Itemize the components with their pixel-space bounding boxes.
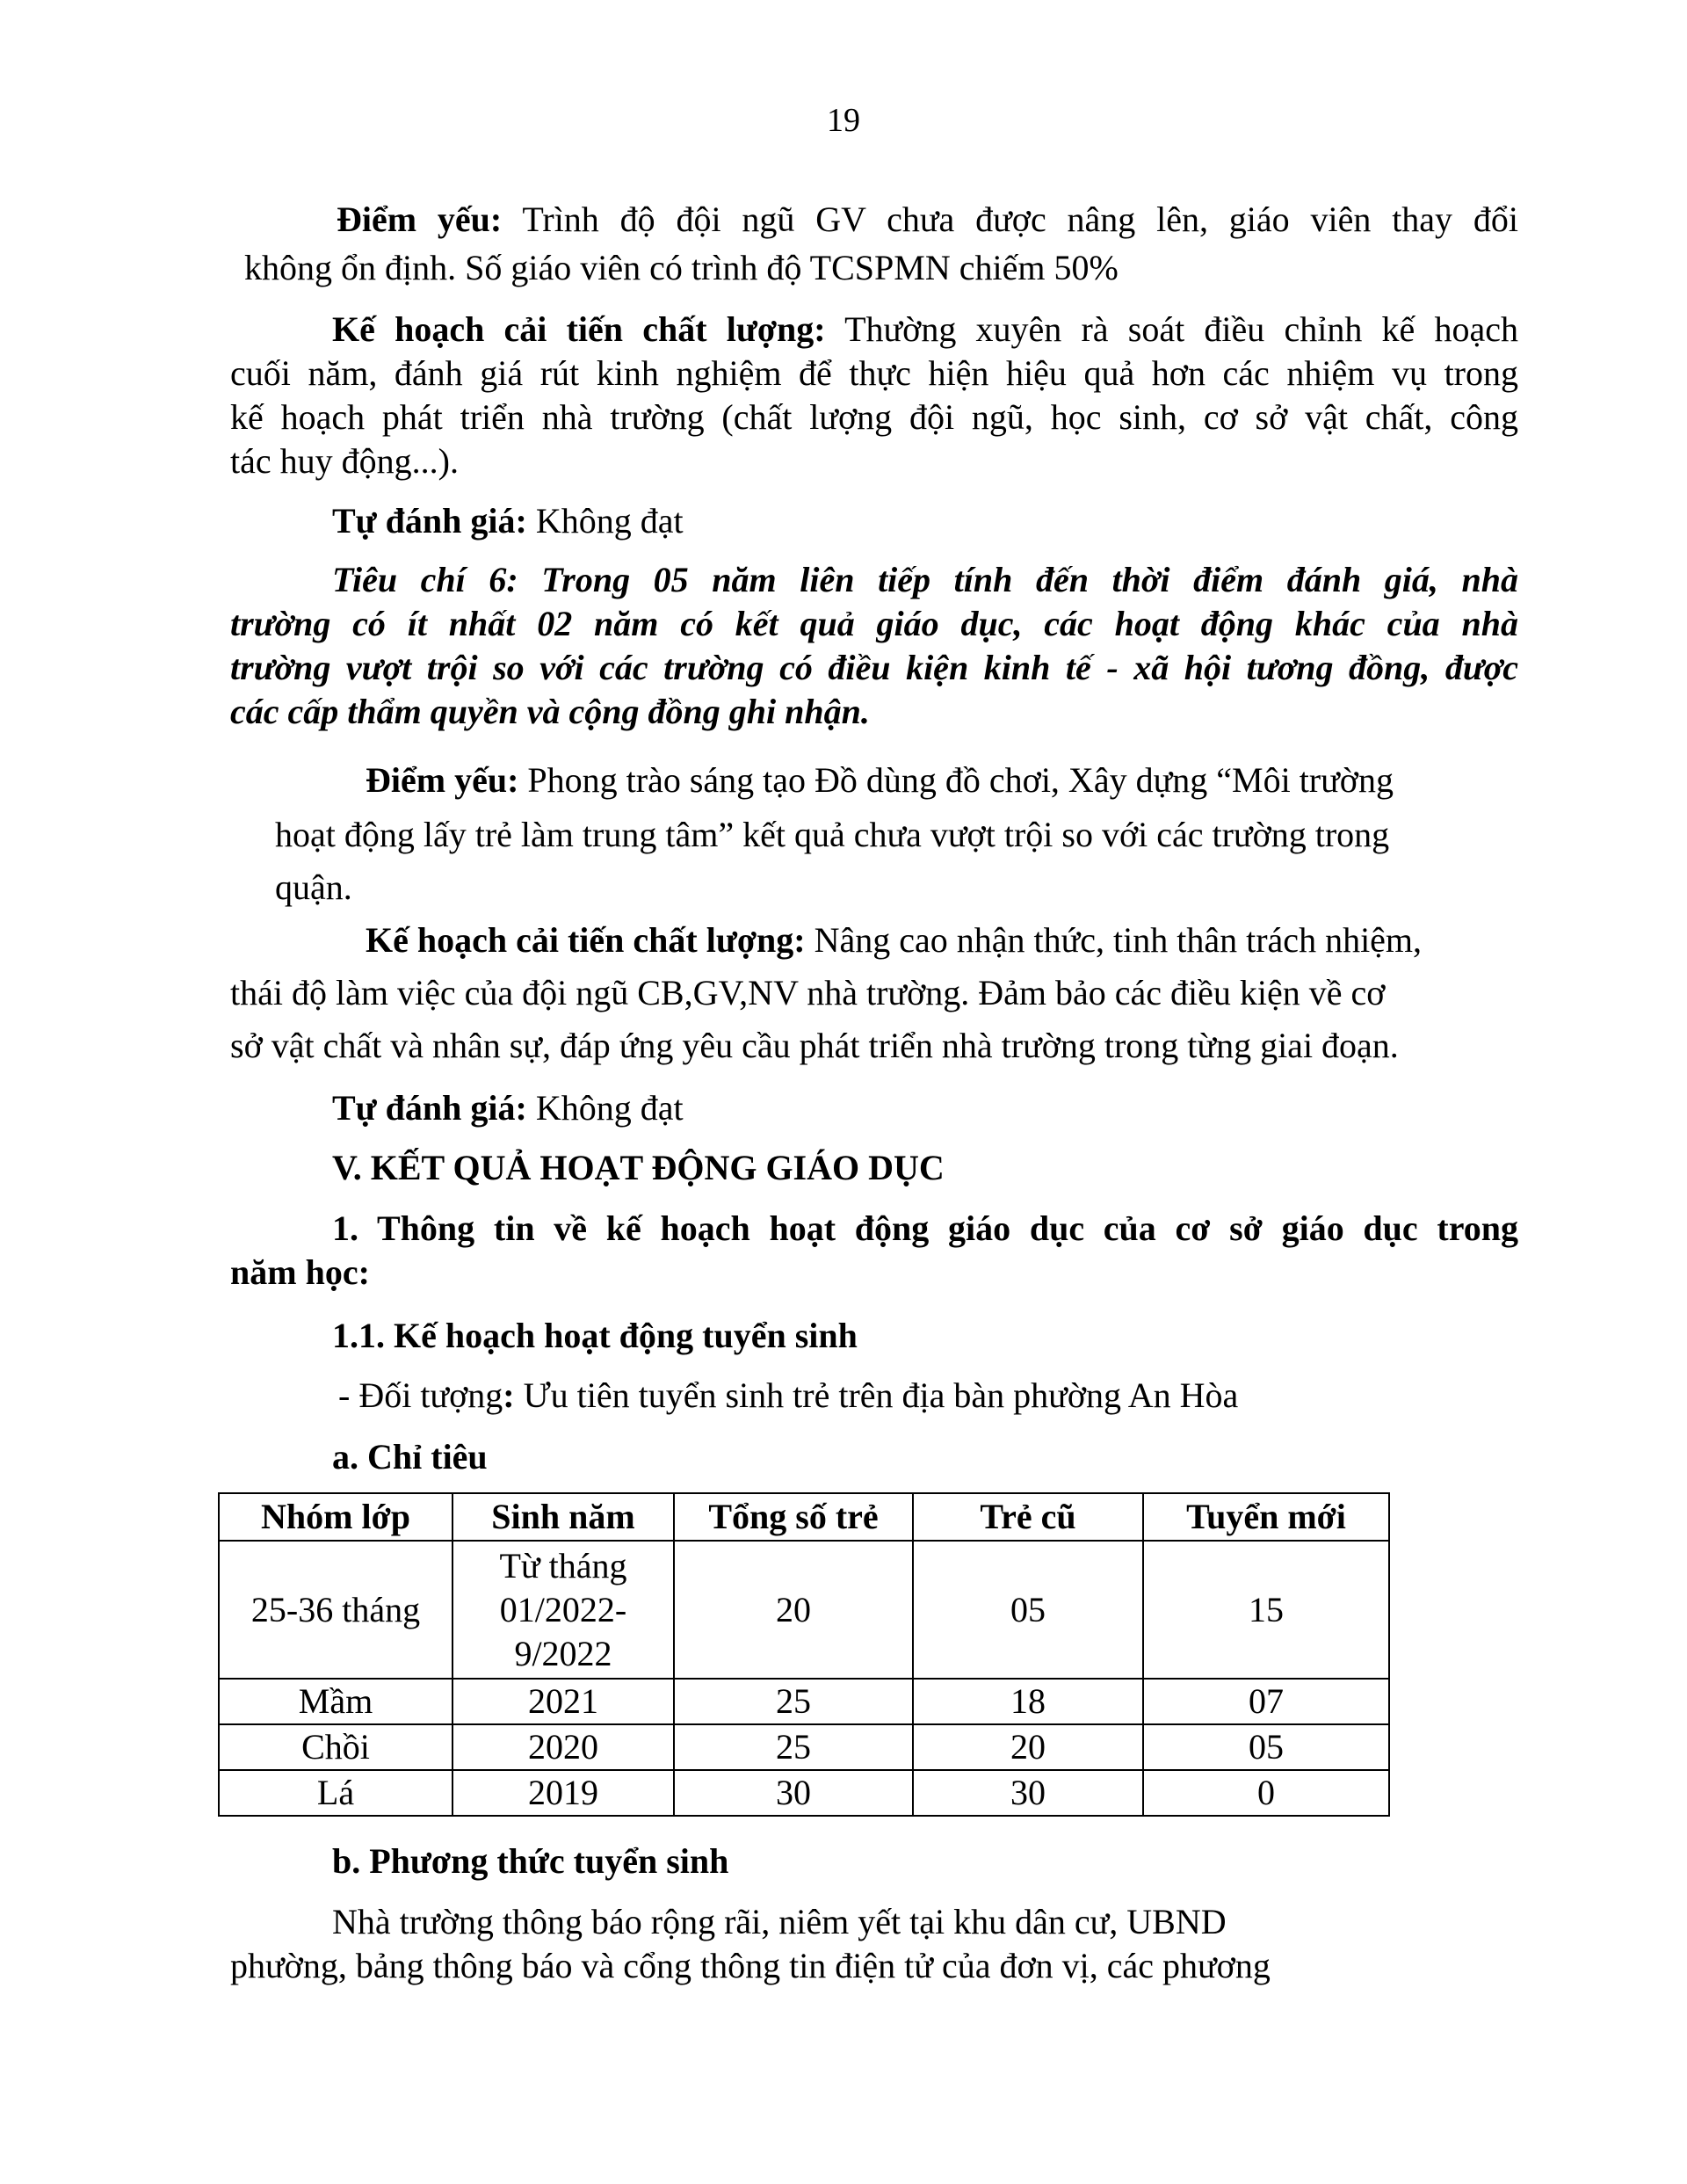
improvement-plan-2-line-3: sở vật chất và nhân sự, đáp ứng yêu cầu phát triển nhà trường trong từng giai đoạn.: [230, 1026, 1399, 1065]
improvement-plan-label-2: Kế hoạch cải tiến chất lượng:: [366, 920, 806, 960]
table-row: [219, 1679, 1389, 1724]
improvement-plan-line-1: [332, 308, 1518, 352]
final-paragraph-line-2: phường, bảng thông báo và cổng thông tin điện tử của đơn vị, các phương: [230, 1946, 1271, 1985]
final-paragraph-line-1: Nhà trường thông báo rộng rãi, niêm yết tại khu dân cư, UBND: [332, 1902, 1227, 1941]
cell-total: 30: [674, 1770, 913, 1816]
cell-birth-year: [453, 1541, 674, 1679]
cell-class-group: Mầm: [219, 1679, 453, 1724]
cell-total: 25: [674, 1724, 913, 1770]
self-assessment-label: Tự đánh giá:: [332, 501, 527, 541]
improvement-plan-text-2: Nâng cao nhận thức, tinh thân trách nhiệm,: [814, 920, 1423, 960]
target-text: Ưu tiên tuyển sinh trẻ trên địa bàn phường An Hòa: [523, 1375, 1239, 1415]
cell-birth-year: 2019: [453, 1770, 674, 1816]
target-prefix: - Đối tượng: [338, 1375, 503, 1415]
weakness-paragraph-1-line-1: [337, 198, 1518, 242]
improvement-plan-2-line-2: thái độ làm việc của đội ngũ CB,GV,NV nhà trường. Đảm bảo các điều kiện về cơ: [230, 973, 1386, 1012]
improvement-plan-text: Thường xuyên rà soát điều chỉnh kế hoạch: [844, 309, 1518, 349]
improvement-plan-line-4: tác huy động...).: [230, 441, 459, 481]
cell-old: 30: [913, 1770, 1143, 1816]
self-assessment-label-2: Tự đánh giá:: [332, 1088, 527, 1128]
birth-line: Từ tháng: [499, 1545, 627, 1585]
cell-new: 05: [1143, 1724, 1389, 1770]
weakness-text-2: Phong trào sáng tạo Đồ dùng đồ chơi, Xây dựng “Môi trường: [527, 760, 1394, 800]
criterion-6-line-1: Tiêu chí 6: Trong 05 năm liên tiếp tính đến thời điểm đánh giá, nhà: [332, 560, 1518, 599]
cell-new: 15: [1143, 1541, 1389, 1679]
heading-1-1: 1.1. Kế hoạch hoạt động tuyển sinh: [332, 1316, 858, 1355]
self-assessment-1: [332, 499, 684, 543]
improvement-plan-label: Kế hoạch cải tiến chất lượng:: [332, 309, 826, 349]
cell-class-group: Lá: [219, 1770, 453, 1816]
criterion-6-line-2: trường có ít nhất 02 năm có kết quả giáo dục, các hoạt động khác của nhà: [230, 604, 1518, 643]
criterion-6-line-3: trường vượt trội so với các trường có điều kiện kinh tế - xã hội tương đồng, được: [230, 648, 1518, 687]
cell-total: 25: [674, 1679, 913, 1724]
target-line: [338, 1374, 1238, 1418]
improvement-plan-line-3: kế hoạch phát triển nhà trường (chất lượng đội ngũ, học sinh, cơ sở vật chất, công: [230, 397, 1518, 437]
table-header-row: [219, 1493, 1389, 1541]
self-assessment-2: [332, 1086, 684, 1130]
heading-1-line-1: 1. Thông tin về kế hoạch hoạt động giáo dục của cơ sở giáo dục trong: [332, 1208, 1518, 1248]
table-row: [219, 1724, 1389, 1770]
enrollment-quota-table: [218, 1492, 1390, 1817]
weakness-label-2: Điểm yếu:: [366, 760, 519, 800]
heading-1-line-2: năm học:: [230, 1252, 370, 1292]
cell-total: 20: [674, 1541, 913, 1679]
weakness-paragraph-1-line-2: không ổn định. Số giáo viên có trình độ TCSPMN chiếm 50%: [244, 248, 1119, 287]
heading-a-quota: a. Chỉ tiêu: [332, 1437, 488, 1477]
header-total-children: Tổng số trẻ: [674, 1493, 913, 1541]
weakness-paragraph-2-line-1: [366, 758, 1394, 802]
self-assessment-value-2: Không đạt: [535, 1088, 684, 1128]
self-assessment-value: Không đạt: [535, 501, 684, 541]
header-new-enrollment: Tuyển mới: [1143, 1493, 1389, 1541]
birth-line: 01/2022-: [499, 1589, 627, 1629]
cell-class-group: Chồi: [219, 1724, 453, 1770]
cell-old: 05: [913, 1541, 1143, 1679]
cell-old: 20: [913, 1724, 1143, 1770]
improvement-plan-line-2: cuối năm, đánh giá rút kinh nghiệm để thực hiện hiệu quả hơn các nhiệm vụ trong: [230, 353, 1518, 393]
cell-birth-year: 2021: [453, 1679, 674, 1724]
header-class-group: Nhóm lớp: [219, 1493, 453, 1541]
criterion-6-line-4: các cấp thẩm quyền và cộng đồng ghi nhận.: [230, 692, 870, 731]
target-colon: :: [503, 1375, 515, 1415]
cell-new: 0: [1143, 1770, 1389, 1816]
weakness-paragraph-2-line-3: quận.: [275, 867, 352, 907]
weakness-label: Điểm yếu:: [337, 200, 503, 239]
cell-old: 18: [913, 1679, 1143, 1724]
cell-birth-year: 2020: [453, 1724, 674, 1770]
birth-line: 9/2022: [514, 1633, 612, 1673]
table-row: [219, 1770, 1389, 1816]
header-birth-year: Sinh năm: [453, 1493, 674, 1541]
heading-b-method: b. Phương thức tuyển sinh: [332, 1841, 729, 1881]
page-number: 19: [827, 102, 860, 139]
table-row: [219, 1541, 1389, 1679]
weakness-paragraph-2-line-2: hoạt động lấy trẻ làm trung tâm” kết quả chưa vượt trội so với các trường trong: [275, 815, 1390, 854]
header-returning-children: Trẻ cũ: [913, 1493, 1143, 1541]
section-v-heading: V. KẾT QUẢ HOẠT ĐỘNG GIÁO DỤC: [332, 1148, 945, 1187]
cell-new: 07: [1143, 1679, 1389, 1724]
weakness-text: Trình độ đội ngũ GV chưa được nâng lên, giáo viên thay đổi: [522, 200, 1519, 239]
cell-class-group: 25-36 tháng: [219, 1541, 453, 1679]
improvement-plan-2-line-1: [366, 918, 1422, 962]
